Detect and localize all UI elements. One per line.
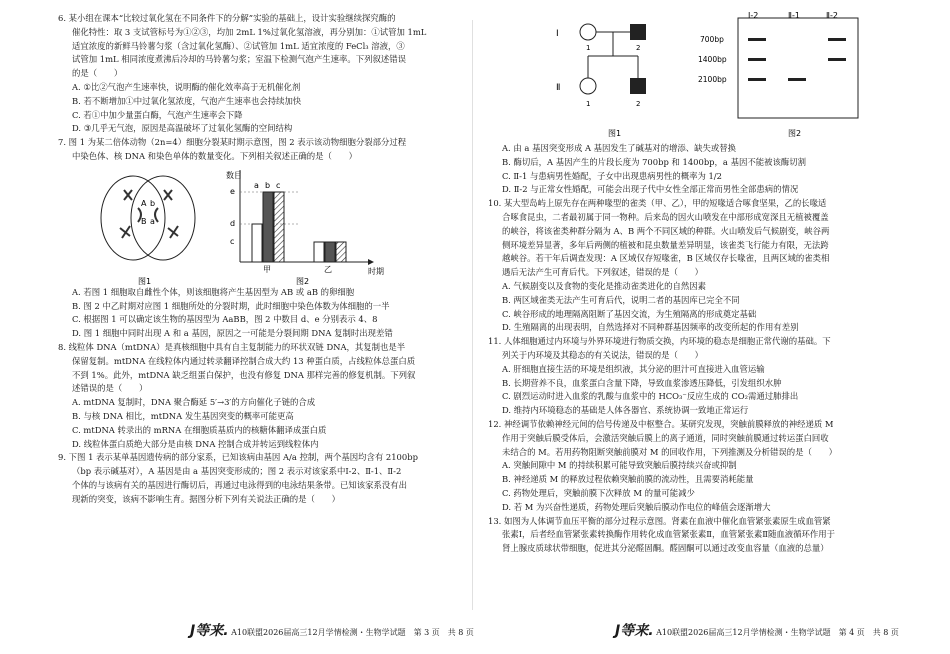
q10-option-d: D. 生殖隔离的出现表明，自然选择对不同种群基因频率的改变所起的作用有差别 xyxy=(502,322,799,333)
brand-logo: J等来. xyxy=(190,623,229,639)
question-7 xyxy=(58,136,488,341)
gene-label: a xyxy=(150,216,155,226)
bar-yi-b xyxy=(325,242,335,262)
gene-label: b xyxy=(150,198,156,208)
footer-text: A10联盟2026届高三12月学情检测・生物学试题 第 3 页 共 8 页 xyxy=(231,628,474,637)
q7-option-b: B. 图 2 中乙时期对应图 1 细胞所处的分裂时期，此时细胞中染色体数为体细胞的一半 xyxy=(72,300,390,311)
gel-frame xyxy=(738,18,858,118)
left-column xyxy=(58,12,488,507)
q9-option-c: C. Ⅱ-1 与患病男性婚配，子女中出现患病男性的概率为 1/2 xyxy=(502,170,722,181)
bar-jia-c xyxy=(274,192,284,262)
bar-yi-a xyxy=(314,242,324,262)
q6-line: 6. 某小组在课本“比较过氧化氢在不同条件下的分解”实验的基础上，设计实验继续探究酶的 xyxy=(58,13,396,23)
q8-option-a: A. mtDNA 复制时，DNA 聚合酶延 5′→3′的方向催化子链的合成 xyxy=(72,397,316,408)
bar-label: a xyxy=(254,180,259,190)
q6-option-a: A. ①比②气泡产生速率快，说明酶的催化效率高于无机催化剂 xyxy=(72,81,301,92)
figure-caption: 图1 xyxy=(138,276,152,286)
band xyxy=(788,78,806,81)
y-axis-label: 数目 xyxy=(226,170,242,180)
bar-label: c xyxy=(276,180,281,190)
q6-line: 的是（ ） xyxy=(72,68,123,79)
q8-line: 8. 线粒体 DNA（mtDNA）是真核细胞中具有自主复制能力的环状双链 DNA，其复制也是半 xyxy=(58,341,406,352)
q7-figures xyxy=(58,164,488,286)
band xyxy=(748,58,766,61)
q13-line: 肾上腺皮质球状带细胞，促进其分泌醛固酮。醛固酮可以通过改变血容量（血液的总量） xyxy=(502,543,829,554)
figure-caption: 图2 xyxy=(788,129,802,138)
figure-caption: 图2 xyxy=(296,276,310,286)
q9-option-d: D. Ⅱ-2 与正常女性婚配，可能会出现子代中女性全部正常而男性全部患病的情况 xyxy=(502,184,799,195)
bar-label: b xyxy=(265,180,271,190)
q8-option-b: B. 与核 DNA 相比，mtDNA 发生基因突变的概率可能更高 xyxy=(72,410,294,421)
q10-line: 合啄食昆虫，二者最初属于同一物种。后来岛的因火山喷发在中部形成宽深且无植被覆盖 xyxy=(502,211,829,222)
q10-option-a: A. 气候剧变以及食物的变化是推动雀类进化的自然因素 xyxy=(502,280,706,291)
q12-option-b: B. 神经递质 M 的释放过程依赖突触前膜的流动性，且需要消耗能量 xyxy=(502,474,754,485)
individual-II-2 xyxy=(630,78,646,94)
bar-jia-a xyxy=(252,224,262,262)
q10-line: 10. 某大型岛屿上原先存在两种喙型的雀类（甲、乙），甲的短喙适合啄食坚果，乙的长喙适 xyxy=(488,198,827,209)
size-label: 1400bp xyxy=(698,55,727,64)
size-label: 700bp xyxy=(700,35,724,44)
individual-number: 1 xyxy=(586,100,591,108)
figure-caption: 图1 xyxy=(608,129,622,138)
q9-line: （bp 表示碱基对），A 基因是由 a 基因突变形成的；图 2 表示对该家系中Ⅰ-2、Ⅱ-1、Ⅱ-2 xyxy=(72,466,402,477)
q6-line: 适宜浓度的新鲜马铃薯匀浆（含过氧化氢酶）、②试管加 1mL 适宜浓度的 FeCl₃ 溶液，③ xyxy=(72,40,405,51)
q11-option-d: D. 维持内环境稳态的基础是人体各器官、系统协调一致地正常运行 xyxy=(502,405,749,416)
q13-line: 张素Ⅰ，后者经血管紧张素转换酶作用转化成血管紧张素Ⅱ，血管紧张素Ⅱ随血液循环作用于 xyxy=(502,529,835,540)
q11-line: 11. 人体细胞通过内环境与外界环境进行物质交换，内环境的稳态是细胞正常代谢的基础。下 xyxy=(488,336,831,347)
q12-option-d: D. 若 M 为兴奋性递质，药物处理后突触后膜动作电位的峰值会逐渐增大 xyxy=(502,501,771,512)
q11-option-a: A. 肝细胞直接生活的环境是组织液，其分泌的胆汁可直接进入血管运输 xyxy=(502,363,765,374)
bar-yi-c xyxy=(336,242,346,262)
individual-I-1 xyxy=(580,24,596,40)
q10-option-b: B. 两区域雀类无法产生可育后代，说明二者的基因库已完全不同 xyxy=(502,294,740,305)
gene-label: A xyxy=(141,198,147,208)
tick-c: c xyxy=(230,236,235,246)
brand-logo: J等来. xyxy=(615,623,654,639)
question-12 xyxy=(488,418,908,515)
q12-line: 作用于突触后膜受体后，会激活突触后膜上的离子通道，同时突触前膜通过转运蛋白回收 xyxy=(502,432,829,443)
q7-line: 7. 图 1 为某二倍体动物（2n=4）细胞分裂某时期示意图，图 2 表示该动物细胞分裂部分过程 xyxy=(58,137,407,148)
tick-d: d xyxy=(230,218,236,228)
question-11 xyxy=(488,335,908,418)
q8-option-c: C. mtDNA 转录出的 mRNA 在细胞质基质内的核糖体翻译成蛋白质 xyxy=(72,424,327,435)
x-axis-arrow xyxy=(368,259,374,265)
q12-option-a: A. 突触间隙中 M 的持续积累可能导致突触后膜持续兴奋或抑制 xyxy=(502,460,737,471)
tick-e: e xyxy=(230,186,235,196)
individual-I-2 xyxy=(630,24,646,40)
q12-line: 12. 神经调节依赖神经元间的信号传递及中枢整合。某研究发现，突触前膜释放的神经递质 M xyxy=(488,418,834,429)
band xyxy=(748,38,766,41)
individual-number: 2 xyxy=(636,100,641,108)
question-9 xyxy=(58,451,488,506)
q9-line: 个体的与该病有关的基因进行酶切后，再通过电泳得到的电泳结果条带。已知该家系没有出 xyxy=(72,479,407,490)
q13-line: 13. 如图为人体调节血压平衡的部分过程示意图。肾素在血液中催化血管紧张素原生成血管紧 xyxy=(488,515,831,526)
q11-line: 列关于内环境及其稳态的有关说法，错误的是（ ） xyxy=(502,349,703,360)
q6-line: 试管加 1mL 相同浓度煮沸后冷却的马铃薯匀浆；室温下检测气泡产生速率。下列叙述错误 xyxy=(72,54,407,65)
q6-option-c: C. 若①中加少量蛋白酶，气泡产生速率会下降 xyxy=(72,109,243,120)
q9-figures xyxy=(488,12,908,142)
q10-line: 的峡谷，将该雀类种群分隔为 A、B 两个不同区域的种群。火山喷发后气候剧变，峡谷两 xyxy=(502,225,830,236)
band xyxy=(828,38,846,41)
q6-option-b: B. 若不断增加①中过氧化氢浓度，气泡产生速率也会持续加快 xyxy=(72,95,302,106)
band xyxy=(748,78,766,81)
question-8 xyxy=(58,341,488,451)
q6-line: 催化特性：取 3 支试管标号为①②③，均加 2mL 1%过氧化氢溶液，再分别加：①试管加 1mL xyxy=(72,26,427,37)
q9-option-a: A. 由 a 基因突变形成 A 基因发生了碱基对的增添、缺失或替换 xyxy=(502,143,737,153)
question-13 xyxy=(488,515,908,556)
chromosome xyxy=(120,226,130,238)
q9-option-b: B. 酶切后，A 基因产生的片段长度为 700bp 和 1400bp，a 基因不能被该酶切割 xyxy=(502,156,806,167)
right-footer xyxy=(615,625,899,639)
lane-label: Ⅱ-1 xyxy=(788,12,800,20)
generation-label: Ⅰ xyxy=(556,29,559,39)
q11-option-b: B. 长期营养不良，血浆蛋白含量下降，导致血浆渗透压降低，引发组织水肿 xyxy=(502,377,782,388)
footer-text: A10联盟2026届高三12月学情检测・生物学试题 第 4 页 共 8 页 xyxy=(656,628,899,637)
question-10 xyxy=(488,197,908,335)
q10-line: 遇后无法产生可育后代。下列叙述，错误的是（ ） xyxy=(502,267,703,278)
q10-line: 越峡谷。若干年后调查发现：A 区域仅存短喙雀，B 区域仅存长喙雀，且两区域的雀类相 xyxy=(502,253,830,264)
group-label: 乙 xyxy=(324,264,332,274)
q11-option-c: C. 剧烈运动时进入血浆的乳酸与血浆中的 HCO₃⁻反应生成的 CO₂需通过肺排出 xyxy=(502,391,799,402)
individual-number: 1 xyxy=(586,44,591,52)
q8-line: 不到 1%。此外，mtDNA 缺乏组蛋白保护，也没有修复 DNA 那样完善的修复机制。下列叙 xyxy=(72,369,416,380)
count-bar-figure xyxy=(218,164,408,286)
question-6 xyxy=(58,12,488,136)
q10-line: 侧环境差异显著，多年后两侧的植被和昆虫数量差异明显，该雀类飞行能力有限，无法跨 xyxy=(502,239,829,250)
right-column xyxy=(488,12,908,556)
lane-label: Ⅱ-2 xyxy=(826,12,838,20)
chromosome xyxy=(164,190,172,200)
x-axis-label: 时期 xyxy=(368,266,384,276)
lane-label: Ⅰ-2 xyxy=(748,12,759,20)
q7-option-a: A. 若图 1 细胞取自雌性个体，则该细胞将产生基因型为 AB 或 aB 的卵细胞 xyxy=(72,286,355,297)
gene-label: B xyxy=(141,216,147,226)
cell-division-figure xyxy=(78,166,218,288)
bar-jia-b xyxy=(263,192,273,262)
size-label: 2100bp xyxy=(698,75,727,84)
q6-option-d: D. ③几乎无气泡，原因是高温破坏了过氧化氢酶的空间结构 xyxy=(72,123,293,134)
q12-line: 未结合的 M。若用药物阻断突触前膜对 M 的回收作用，下列推测及分析错误的是（ ） xyxy=(502,446,838,457)
q7-option-d: D. 图 1 细胞中同时出现 A 和 a 基因，原因之一可能是分裂间期 DNA 复制时出现差错 xyxy=(72,328,393,339)
q7-option-c: C. 根据图 1 可以确定该生物的基因型为 AaBB，图 2 中数目 d、e 分别表示 4、8 xyxy=(72,314,378,325)
chromosome xyxy=(124,190,132,200)
q10-option-c: C. 峡谷形成的地理隔离阻断了基因交流，为生殖隔离的形成奠定基础 xyxy=(502,308,757,319)
q8-option-d: D. 线粒体蛋白质绝大部分是由核 DNA 控制合成并转运到线粒体内 xyxy=(72,438,319,449)
individual-II-1 xyxy=(580,78,596,94)
q8-line: 保留复制。mtDNA 在线粒体内通过转录翻译控制合成大约 13 种蛋白质，占线粒体总蛋白质 xyxy=(72,355,416,366)
q9-options xyxy=(488,142,908,197)
q12-option-c: C. 药物处理后，突触前膜下次释放 M 的量可能减少 xyxy=(502,487,695,498)
gel-figure xyxy=(698,12,868,142)
q9-line: 9. 下图 1 表示某单基因遗传病的部分家系，已知该病由基因 A/a 控制，两个基因均含有 2100bp xyxy=(58,452,418,463)
individual-number: 2 xyxy=(636,44,641,52)
generation-label: Ⅱ xyxy=(556,83,561,93)
q8-line: 述错误的是（ ） xyxy=(72,383,148,394)
chromosome xyxy=(168,226,178,238)
group-label: 甲 xyxy=(263,264,271,274)
q7-line: 中染色体、核 DNA 和染色单体的数量变化。下列相关叙述正确的是（ ） xyxy=(72,150,358,161)
left-footer xyxy=(190,625,474,639)
band xyxy=(828,58,846,61)
chromosome xyxy=(155,208,158,222)
q9-line: 现新的突变，该病不影响生育。据图分析下列有关说法正确的是（ ） xyxy=(72,493,340,504)
